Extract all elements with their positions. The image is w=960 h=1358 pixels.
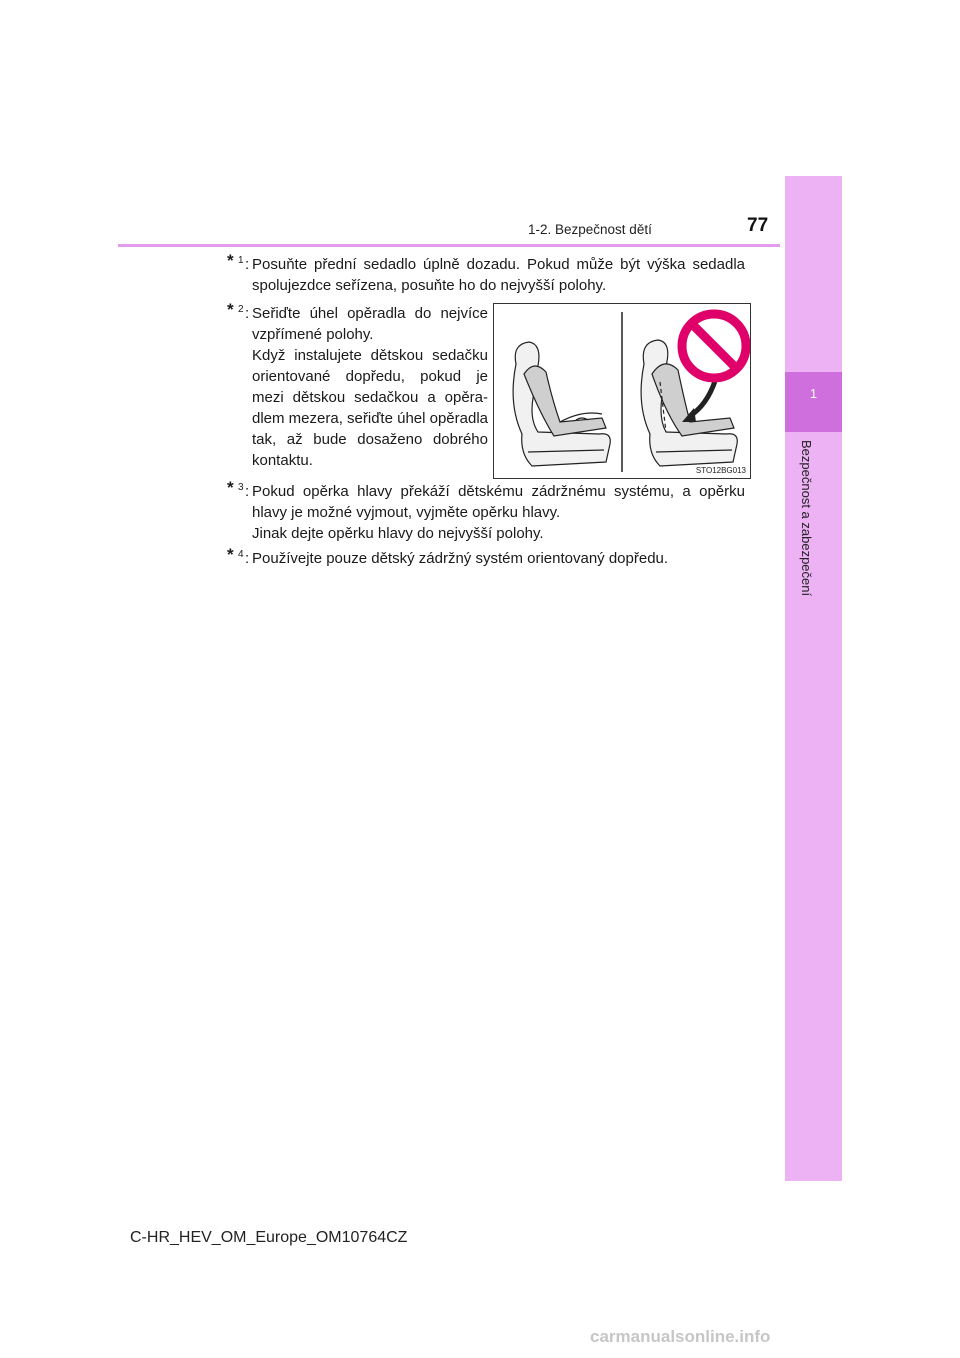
chapter-label: Bezpečnost a zabezpečení (799, 440, 814, 597)
section-title: 1-2. Bezpečnost dětí (528, 222, 652, 237)
footnote-marker: * (227, 478, 234, 497)
footnote-4: * 4 : Používejte pouze dětský zádržný systém orientovaný dopředu. (227, 548, 745, 572)
chapter-side-tab-active (785, 372, 842, 432)
chapter-number: 1 (809, 386, 818, 401)
seat-illustration (493, 303, 751, 479)
footnote-number: 1 (238, 255, 244, 266)
seat-diagram (494, 304, 750, 478)
footnote-text: Pokud opěrka hlavy překáží dětskému zádržnému systému, a opěrku hlavy je možné vyjmout, vyjměte opěrku hlavy. (252, 483, 745, 521)
footnote-number: 4 (238, 549, 244, 560)
seat-correct-icon (513, 342, 610, 466)
document-id: C-HR_HEV_OM_Europe_OM10764CZ (130, 1229, 408, 1246)
header-rule (118, 244, 780, 247)
footnote-marker: * (227, 300, 234, 319)
footnote-text: Seřiďte úhel opěradla do nejvíce vzpřímené polohy. (252, 305, 488, 343)
footnote-marker: * (227, 545, 234, 564)
figure-code: STO12BG013 (695, 466, 746, 475)
footnote-number: 2 (238, 304, 244, 315)
footnote-marker: * (227, 251, 234, 270)
footnote-text: Když instalujete dětskou sedačku orientované dopředu, pokud je mezi dětskou sedačkou a opěra-dlem mezera, seřiďte úhel opěradla tak, až bude dosaženo dobrého kontaktu. (252, 347, 489, 469)
footnote-1: * 1 : Posuňte přední sedadlo úplně dozadu. Pokud může být výška sedadla spolujezdce seřízena, posuňte ho do nejvyšší polohy. (227, 251, 745, 294)
footnote-number: 3 (238, 482, 244, 493)
page-number: 77 (747, 215, 769, 236)
footnote-2: * 2 : Seřiďte úhel opěradla do nejvíce vzpřímené polohy. Když instalujete dětskou sedačku orientované dopředu, pokud je mezi dětskou sedačkou a opěra-dlem mezera, seřiďte úhel opěradla tak, až bude dosaženo dobrého kontaktu. (227, 300, 489, 469)
watermark: carmanualsonline.info (590, 1327, 771, 1346)
footnote-text: Posuňte přední sedadlo úplně dozadu. Pokud může být výška sedadla spolujezdce seřízena, posuňte ho do nejvyšší polohy. (252, 256, 745, 294)
footnote-text: Jinak dejte opěrku hlavy do nejvyšší polohy. (252, 525, 544, 542)
footnote-text: Používejte pouze dětský zádržný systém orientovaný dopředu. (252, 550, 669, 567)
footnote-3: * 3 : Pokud opěrka hlavy překáží dětskému zádržnému systému, a opěrku hlavy je možné vyjmout, vyjměte opěrku hlavy. Jinak dejte opěrku hlavy do nejvyšší polohy. (227, 478, 745, 542)
prohibition-icon (682, 314, 746, 378)
chapter-side-tab (785, 176, 842, 1181)
